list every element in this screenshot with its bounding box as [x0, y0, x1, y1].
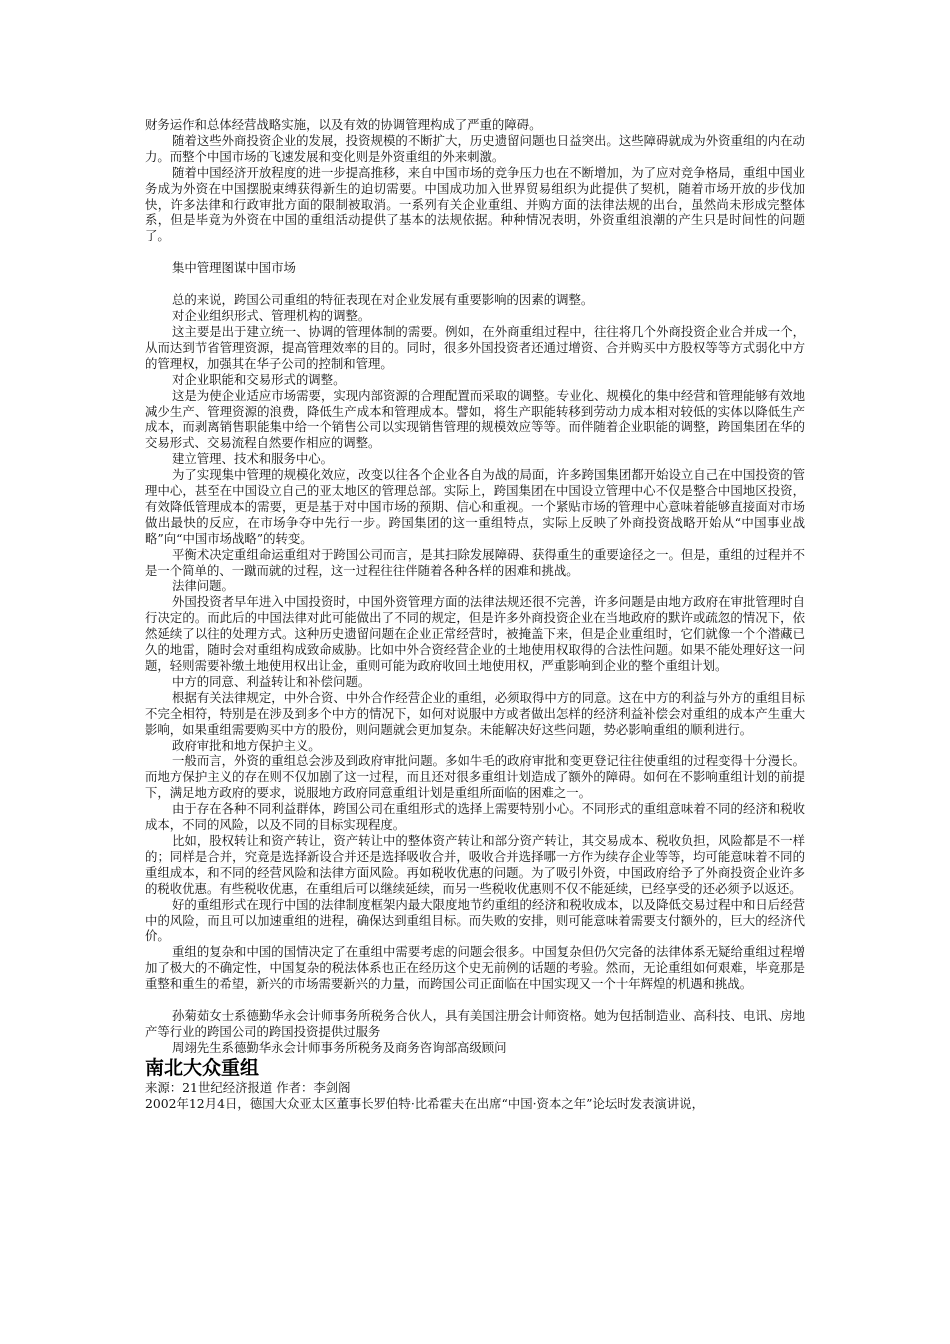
- author-bio: 孙菊茹女士系德勤华永会计师事务所税务合伙人，具有美国注册会计师资格。她为包括制造业、高科技、电讯、房地产等行业的跨国公司的跨国投资提供过服务: [145, 1008, 805, 1039]
- article-title: 南北大众重组: [145, 1056, 260, 1079]
- list-heading: 法律问题。: [172, 578, 234, 594]
- body-paragraph: 财务运作和总体经营战略实施，以及有效的协调管理构成了严重的障碍。: [145, 117, 542, 132]
- body-paragraph: 由于存在各种不同利益群体，跨国公司在重组形式的选择上需要特别小心。不同形式的重组意味着不同的经济和税收成本，不同的风险，以及不同的目标实现程度。: [145, 801, 805, 833]
- list-heading: 建立管理、技术和服务中心。: [172, 451, 334, 467]
- body-paragraph: 重组的复杂和中国的国情决定了在重组中需要考虑的问题会很多。中国复杂但仍欠完备的法律体系无疑给重组过程增加了极大的不确定性，中国复杂的税法体系也正在经历这个史无前例的话题的考验。然而，无论重组如何艰难，毕竟那是重整和重生的希望，新兴的市场需要新兴的力量，而跨国公司正面临在中国实现又一个十年辉煌的机遇和挑战。: [145, 944, 805, 992]
- article-lead: 2002年12月4日，德国大众亚太区董事长罗伯特·比希霍夫在出席“中国·资本之年”论坛时发表演讲说，: [145, 1095, 704, 1111]
- list-heading: 政府审批和地方保护主义。: [172, 737, 321, 753]
- body-paragraph: 一般而言，外资的重组总会涉及到政府审批问题。多如牛毛的政府审批和变更登记往往使重组的过程变得十分漫长。而地方保护主义的存在则不仅加剧了这一过程，而且还对很多重组计划造成了额外的障碍。如何在不影响重组计划的前提下，满足地方政府的要求，说服地方政府同意重组计划是重组所面临的困难之一。: [145, 753, 805, 801]
- body-paragraph: 随着中国经济开放程度的进一步提高推移，来自中国市场的竞争压力也在不断增加，为了应对竞争格局，重组中国业务成为外资在中国摆脱束缚获得新生的迫切需要。中国成功加入世界贸易组织为此提供了契机，随着市场开放的步伐加快，许多法律和行政审批方面的限制被取消。一系列有关企业重组、并购方面的法律法规的出台，虽然尚未形成完整体系，但是毕竟为外资在中国的重组活动提供了基本的法规依据。种种情况表明，外资重组浪潮的产生只是时间性的问题了。: [145, 164, 805, 244]
- document-page: [145, 117, 805, 1112]
- body-paragraph: 外国投资者早年进入中国投资时，中国外资管理方面的法律法规还很不完善，许多问题是由地方政府在审批管理时自行决定的。而此后的中国法律对此可能做出了不同的规定，但是许多外商投资企业在当地政府的默许或疏忽的情况下，依然延续了以往的处理方式。这种历史遗留问题在企业正常经营时，被掩盖下来，但是企业重组时，它们就像一个个潜藏已久的地雷，随时会对重组构成致命威胁。比如中外合资经营企业的土地使用权取得的合法性问题。如果不能处理好这一问题，轻则需要补缴土地使用权出让金，重则可能为政府收回土地使用权，严重影响到企业的整个重组计划。: [145, 594, 805, 673]
- list-heading: 对企业组织形式、管理机构的调整。: [172, 308, 371, 324]
- body-paragraph: 好的重组形式在现行中国的法律制度框架内最大限度地节约重组的经济和税收成本，以及降低交易过程中和日后经营中的风险，而且可以加速重组的进程，确保达到重组目标。而失败的安排，则可能意味着需要支付额外的，巨大的经济代价。: [145, 896, 805, 944]
- list-heading: 中方的同意、利益转让和补偿问题。: [172, 673, 371, 689]
- list-heading: 对企业职能和交易形式的调整。: [172, 371, 346, 387]
- body-paragraph: 根据有关法律规定，中外合资、中外合作经营企业的重组，必须取得中方的同意。这在中方的利益与外方的重组目标不完全相符，特别是在涉及到多个中方的情况下，如何对说服中方或者做出怎样的经济利益补偿会对重组的成本产生重大影响，如果重组需要购买中方的股份，则问题就会更加复杂。未能解决好这些问题，势必影响重组的顺利进行。: [145, 689, 805, 737]
- author-bio: 周翊先生系德勤华永会计师事务所税务及商务咨询部高级顾问: [172, 1039, 507, 1055]
- body-paragraph: 为了实现集中管理的规模化效应，改变以往各个企业各自为战的局面，许多跨国集团都开始设立自己在中国投资的管理中心，甚至在中国设立自己的亚太地区的管理总部。实际上，跨国集团在中国设立管理中心不仅是整合中国地区投资，有效降低管理成本的需要，更是基于对中国市场的预期、信心和重视。一个紧贴市场的管理中心意味着能够直接面对市场做出最快的反应，在市场争夺中先行一步。跨国集团的这一重组特点，实际上反映了外商投资战略开始从“中国事业战略”向“中国市场战略”的转变。: [145, 467, 805, 546]
- body-paragraph: 这是为使企业适应市场需要，实现内部资源的合理配置而采取的调整。专业化、规模化的集中经营和管理能够有效地减少生产、管理资源的浪费，降低生产成本和管理成本。譬如，将生产职能转移到劳动力成本相对较低的实体以降低生产成本，而剥离销售职能集中给一个销售公司以实现销售管理的规模效应等等。而伴随着企业职能的调整，跨国集团在华的交易形式、交易流程自然要作相应的调整。: [145, 387, 805, 451]
- section-heading: 集中管理图谋中国市场: [172, 260, 296, 276]
- body-paragraph: 平衡术决定重组命运重组对于跨国公司而言，是其扫除发展障碍、获得重生的重要途径之一。但是，重组的过程并不是一个简单的、一蹴而就的过程，这一过程往往伴随着各种各样的困难和挑战。: [145, 546, 805, 578]
- body-paragraph: 随着这些外商投资企业的发展，投资规模的不断扩大，历史遗留问题也日益突出。这些障碍就成为外资重组的内在动力。而整个中国市场的飞速发展和变化则是外资重组的外来刺激。: [145, 132, 805, 164]
- body-paragraph: 这主要是出于建立统一、协调的管理体制的需要。例如，在外商重组过程中，往往将几个外商投资企业合并成一个，从而达到节省管理资源，提高管理效率的目的。同时，很多外国投资者还通过增资、合并购买中方股权等等方式弱化中方的管理权，加强其在华子公司的控制和管理。: [145, 323, 805, 371]
- body-paragraph: 比如，股权转让和资产转让，资产转让中的整体资产转让和部分资产转让，其交易成本、税收负担，风险都是不一样的；同样是合并，究竟是选择新设合并还是选择吸收合并，吸收合并选择哪一方作为续存企业等等，均可能意味着不同的重组成本，和不同的经营风险和法律方面风险。再如税收优惠的问题。为了吸引外资，中国政府给予了外商投资企业许多的税收优惠。有些税收优惠，在重组后可以继续延续，而另一些税收优惠则不仅不能延续，已经享受的还必须予以返还。: [145, 832, 805, 896]
- body-paragraph: 总的来说，跨国公司重组的特征表现在对企业发展有重要影响的因素的调整。: [172, 292, 594, 308]
- article-source: 来源：21世纪经济报道 作者：李剑阁: [145, 1079, 351, 1095]
